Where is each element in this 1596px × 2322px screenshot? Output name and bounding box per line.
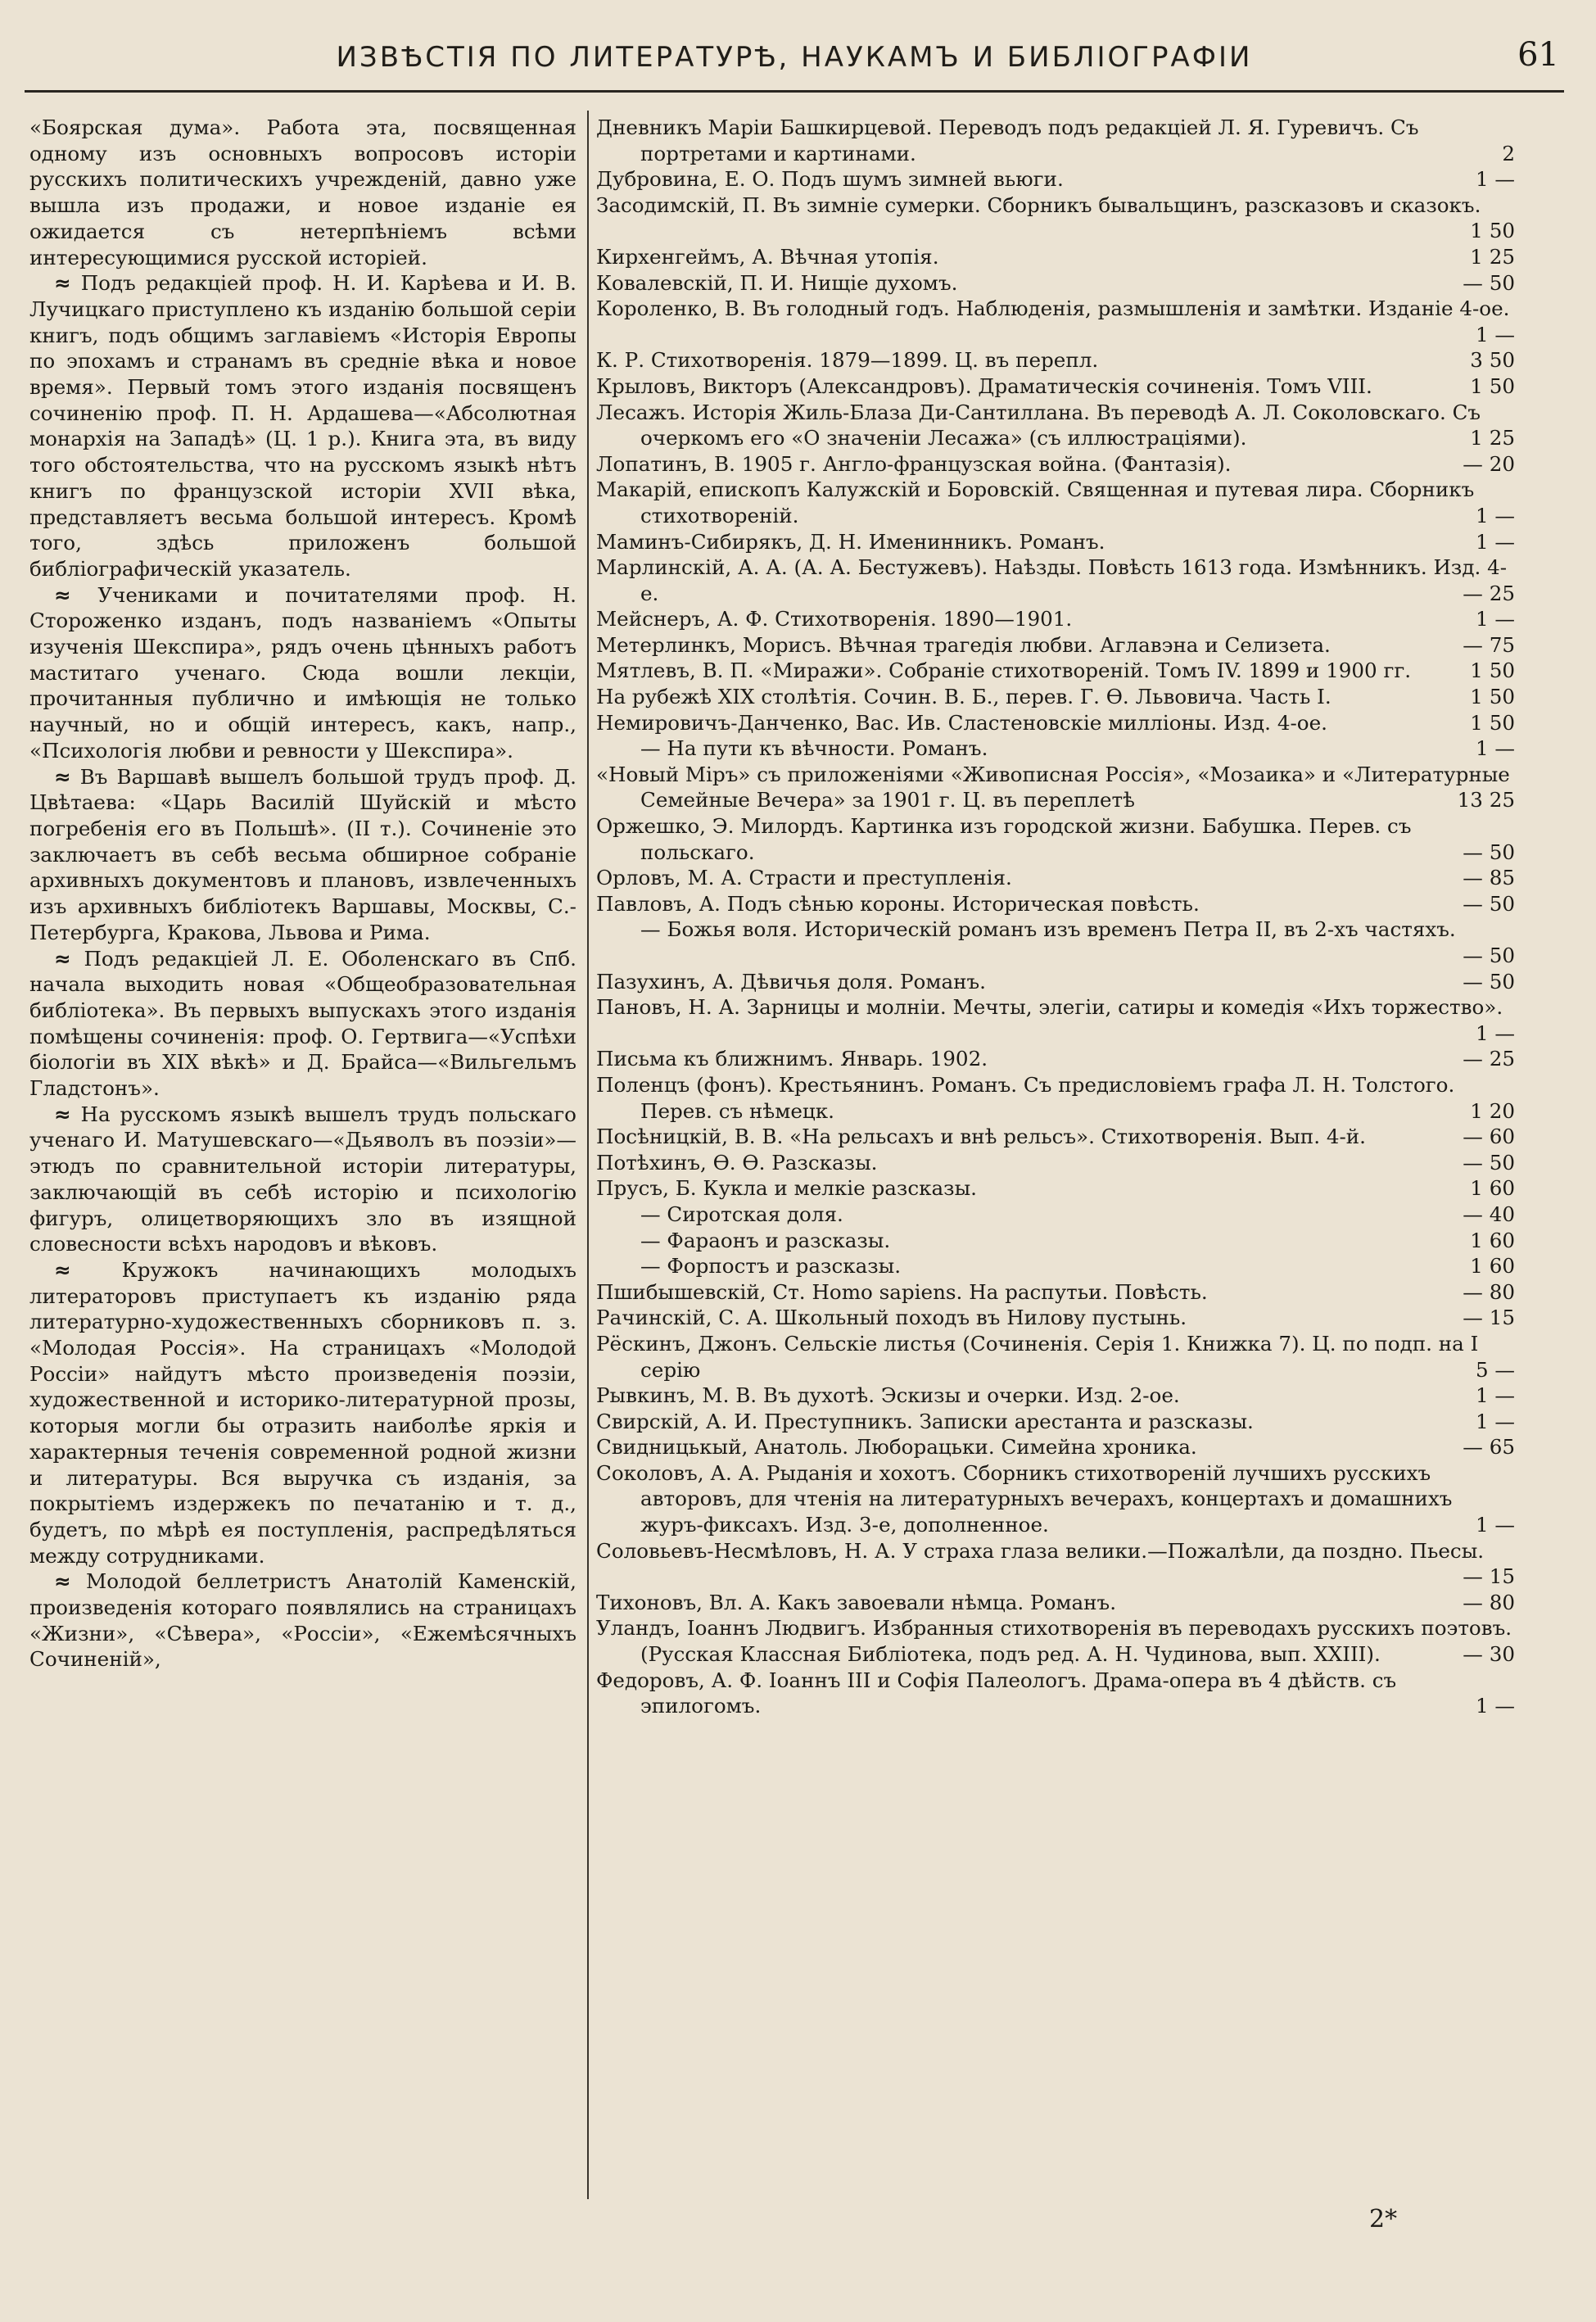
book-price: 1 — [1469, 166, 1515, 192]
paragraph-mark-icon: ≈ [54, 764, 71, 789]
book-title: Соколовъ, А. А. Рыданія и хохотъ. Сборникъ стихотвореній лучшихъ русскихъ авторовъ, для чтенія на литературныхъ вечерахъ, концертахъ и домашнихъ журъ-фиксахъ. Изд. 3-е, дополненное. [596, 1460, 1453, 1537]
book-title: Рачинскій, С. А. Школьный походъ въ Нилову пустынь. [596, 1306, 1187, 1330]
book-price: 1 50 [1463, 373, 1515, 400]
paragraph-mark-icon: ≈ [54, 1102, 71, 1126]
book-price: 1 — [1469, 1409, 1515, 1435]
book-entry [596, 1590, 1515, 1616]
paragraph-text: На русскомъ языкѣ вышелъ трудъ польскаго ученаго И. Матушевскаго—«Дьяволъ въ поэзіи»—этюдъ по сравнительной исторіи литературы, заключающій въ себѣ исторію и психологію фигуръ, олицетворяющихъ зло въ изящной словесности всѣхъ народовъ и вѣковъ. [29, 1102, 576, 1256]
book-title: Рёскинъ, Джонъ. Сельскіе листья (Сочиненія. Серія 1. Книжка 7). Ц. по подп. на I серію [596, 1331, 1479, 1382]
book-title: — На пути къ вѣчности. Романъ. [640, 736, 988, 761]
book-entry [596, 1668, 1515, 1719]
signature-mark: 2* [1369, 2205, 1398, 2234]
book-title: Кирхенгеймъ, А. Вѣчная утопія. [596, 244, 939, 269]
book-entry [596, 606, 1515, 632]
book-title: Лесажъ. Исторія Жиль-Блаза Ди-Сантиллана. Въ переводѣ А. Л. Соколовскаго. Съ очеркомъ его «О значеніи Лесажа» (съ иллюстраціями). [596, 400, 1481, 450]
book-entry [596, 270, 1515, 296]
book-title: «Новый Міръ» съ приложеніями «Живописная Россія», «Мозаика» и «Литературные Семейные Вечера» за 1901 г. Ц. въ переплетѣ [596, 762, 1510, 812]
book-entry [596, 1228, 1515, 1254]
book-entry [596, 1383, 1515, 1409]
book-price: 1 — [1469, 1693, 1515, 1719]
book-price: 1 60 [1463, 1175, 1515, 1202]
page-number: 61 [1517, 36, 1559, 74]
news-paragraph [29, 115, 576, 270]
book-entry [596, 865, 1515, 891]
book-entry [596, 917, 1515, 968]
book-title: Тихоновъ, Вл. А. Какъ завоевали нѣмца. Романъ. [596, 1590, 1117, 1614]
book-price: 1 — [1469, 1512, 1515, 1538]
paragraph-mark-icon: ≈ [54, 582, 71, 607]
book-entry [596, 1072, 1515, 1124]
book-price: — 20 [1456, 451, 1515, 478]
book-price: — 60 [1456, 1124, 1515, 1150]
book-entry [596, 1175, 1515, 1202]
book-title: Свидницькый, Анатоль. Люборацьки. Симейна хроника. [596, 1435, 1197, 1460]
book-price: 1 50 [1463, 658, 1515, 684]
paragraph-mark-icon: ≈ [54, 1569, 71, 1594]
news-paragraph [29, 582, 576, 764]
book-price: — 25 [1456, 1046, 1515, 1072]
book-price: — 50 [1456, 1150, 1515, 1176]
book-entry [596, 1434, 1515, 1460]
book-entry [596, 373, 1515, 400]
news-paragraph [29, 946, 576, 1102]
book-title: Маминъ-Сибирякъ, Д. Н. Именинникъ. Романъ. [596, 529, 1105, 554]
book-price: 1 20 [1463, 1098, 1515, 1125]
book-entry [596, 1305, 1515, 1331]
book-price: — 50 [1456, 270, 1515, 296]
book-title: Пазухинъ, А. Дѣвичья доля. Романъ. [596, 969, 986, 994]
book-price: — 65 [1456, 1434, 1515, 1460]
book-entry [596, 891, 1515, 917]
book-title: — Фараонъ и разсказы. [640, 1228, 891, 1252]
book-price: 1 25 [1463, 425, 1515, 451]
book-title: Павловъ, А. Подъ сѣнью короны. Историческая повѣсть. [596, 891, 1200, 916]
book-entry [596, 1279, 1515, 1306]
book-entry [596, 736, 1515, 762]
book-title: Посѣницкій, В. В. «На рельсахъ и внѣ рельсъ». Стихотворенія. Вып. 4-й. [596, 1125, 1367, 1149]
paragraph-mark-icon: ≈ [54, 946, 71, 971]
book-price: 3 50 [1463, 347, 1515, 373]
book-title: Дубровина, Е. О. Подъ шумъ зимней вьюги. [596, 167, 1064, 192]
book-title: Пшибышевскій, Ст. Homo sapiens. На распутьи. Повѣсть. [596, 1279, 1208, 1304]
paragraph-text: Кружокъ начинающихъ молодыхъ литераторовъ приступаетъ къ изданію ряда литературно-художественныхъ сборниковъ п. з. «Молодая Россія». На страницахъ «Молодой Россіи» найдутъ мѣсто произведенія поэзіи, художественной и историко-литературной прозы, которыя могли бы отразить наиболѣе яркія и характерныя теченія современной родной жизни и литературы. Вся выручка съ изданія, за покрытіемъ издержекъ по печатанію и т. д., будетъ, по мѣрѣ ея поступленія, распредѣляться между сотрудниками. [29, 1257, 576, 1568]
book-price: 1 — [1475, 1021, 1515, 1045]
book-price: 1 25 [1463, 244, 1515, 270]
book-entry [596, 1150, 1515, 1176]
book-price: — 40 [1456, 1202, 1515, 1228]
book-entry [596, 347, 1515, 373]
book-entry [596, 1538, 1515, 1590]
book-title: На рубежѣ XIX столѣтія. Сочин. В. Б., перев. Г. Ѳ. Львовича. Часть I. [596, 685, 1332, 709]
book-entry [596, 400, 1515, 451]
book-entry [596, 1202, 1515, 1228]
book-title: К. Р. Стихотворенія. 1879—1899. Ц. въ перепл. [596, 348, 1099, 373]
book-entry [596, 296, 1515, 347]
book-entry [596, 115, 1515, 166]
paragraph-mark-icon: ≈ [54, 1257, 71, 1282]
book-title: Поленцъ (фонъ). Крестьянинъ. Романъ. Съ предисловіемъ графа Л. Н. Толстого. Перев. съ нѣмецк. [596, 1072, 1455, 1123]
book-title: Федоровъ, А. Ф. Іоаннъ III и Софія Палеологъ. Драма-опера въ 4 дѣйств. съ эпилогомъ. [596, 1668, 1397, 1718]
book-title: Ковалевскій, П. И. Нищіе духомъ. [596, 270, 958, 295]
book-entry [596, 166, 1515, 192]
book-price: 1 50 [1463, 710, 1515, 736]
book-entry [596, 762, 1515, 813]
book-title: Засодимскій, П. Въ зимніе сумерки. Сборникъ бывальщинъ, разсказовъ и сказокъ. [596, 192, 1481, 217]
book-title: Оржешко, Э. Милордъ. Картинка изъ городской жизни. Бабушка. Перев. съ польскаго. [596, 814, 1412, 864]
book-price: 1 50 [1463, 684, 1515, 710]
book-price: — 15 [1456, 1305, 1515, 1331]
book-entry [596, 192, 1515, 244]
book-price: 1 60 [1463, 1228, 1515, 1254]
left-column-news [29, 115, 576, 2195]
book-price: 5 — [1469, 1357, 1515, 1383]
paragraph-text: Подъ редакціей проф. Н. И. Карѣева и И. В. Лучицкаго приступлено къ изданію большой серіи книгъ, подъ общимъ заглавіемъ «Исторія Европы по эпохамъ и странамъ въ средніе вѣка и новое время». Первый томъ этого изданія посвященъ сочиненію проф. П. Н. Ардашева—«Абсолютная монархія на Западѣ» (Ц. 1 р.). Книга эта, въ виду того обстоятельства, что на русскомъ языкѣ нѣтъ книгъ по французской исторіи XVII вѣка, представляетъ весьма большой интересъ. Кромѣ того, здѣсь приложенъ большой библіографическій указатель. [29, 271, 576, 581]
paragraph-text: Въ Варшавѣ вышелъ большой трудъ проф. Д. Цвѣтаева: «Царь Василій Шуйскій и мѣсто погребенія его въ Польшѣ». (II т.). Сочиненіе это заключаетъ въ себѣ весьма обширное собраніе архивныхъ документовъ и плановъ, извлеченныхъ изъ архивныхъ библіотекъ Варшавы, Москвы, С.-Петербурга, Кракова, Львова и Рима. [29, 764, 576, 944]
book-price: 2 [1495, 141, 1515, 167]
running-header [25, 25, 1564, 82]
paragraph-text: Учениками и почитателями проф. Н. Стороженко изданъ, подъ названіемъ «Опыты изученія Шекспира», рядъ очень цѣнныхъ работъ маститаго ученаго. Сюда вошли лекціи, прочитанныя публично и имѣющія не только научный, но и общій интересъ, какъ, напр., «Психологія любви и ревности у Шекспира». [29, 582, 576, 763]
book-price: 1 60 [1463, 1253, 1515, 1279]
book-title: Соловьевъ-Несмѣловъ, Н. А. У страха глаза велики.—Пожалѣли, да поздно. Пьесы. [596, 1538, 1485, 1563]
book-title: Дневникъ Маріи Башкирцевой. Переводъ подъ редакціей Л. Я. Гуревичъ. Съ портретами и картинами. [596, 115, 1419, 165]
book-title: Короленко, В. Въ голодный годъ. Наблюденія, размышленія и замѣтки. Изданіе 4-ое. [596, 296, 1510, 321]
book-price: 1 — [1475, 322, 1515, 346]
book-title: — Сиротская доля. [640, 1202, 843, 1226]
book-entry [596, 244, 1515, 270]
book-entry [596, 477, 1515, 528]
book-title: Письма къ ближнимъ. Январь. 1902. [596, 1047, 988, 1071]
book-entry [596, 1409, 1515, 1435]
right-column-book-list [596, 115, 1515, 2211]
book-price: 1 — [1469, 736, 1515, 762]
book-entry [596, 1253, 1515, 1279]
book-price: 1 — [1469, 529, 1515, 555]
book-price: — 50 [1456, 891, 1515, 917]
book-price: 1 — [1469, 1383, 1515, 1409]
book-entry [596, 1046, 1515, 1072]
book-title: Орловъ, М. А. Страсти и преступленія. [596, 866, 1012, 890]
book-entry [596, 994, 1515, 1046]
book-entry [596, 658, 1515, 684]
book-price: — 85 [1456, 865, 1515, 891]
book-title: Прусъ, Б. Кукла и мелкіе разсказы. [596, 1176, 977, 1201]
book-title: Крыловъ, Викторъ (Александровъ). Драматическія сочиненія. Томъ VIII. [596, 373, 1372, 398]
book-price: 13 25 [1451, 787, 1515, 813]
book-title: Потѣхинъ, Ѳ. Ѳ. Разсказы. [596, 1150, 878, 1175]
book-entry [596, 1124, 1515, 1150]
book-title: Немировичъ-Данченко, Вас. Ив. Сластеновскіе милліоны. Изд. 4-ое. [596, 710, 1327, 735]
paragraph-mark-icon: ≈ [54, 271, 71, 296]
book-title: Макарій, епископъ Калужскій и Боровскій. Священная и путевая лира. Сборникъ стихотвореній. [596, 478, 1475, 527]
book-price: — 25 [1456, 581, 1515, 607]
book-price: — 80 [1456, 1279, 1515, 1306]
news-paragraph [29, 1102, 576, 1257]
book-price: — 50 [1456, 969, 1515, 995]
book-price: — 50 [1463, 944, 1515, 967]
news-paragraph [29, 1568, 576, 1672]
book-title: Рывкинъ, М. В. Въ духотѣ. Эскизы и очерки. Изд. 2-ое. [596, 1383, 1180, 1408]
book-title: — Форпостъ и разсказы. [640, 1254, 902, 1279]
news-paragraph [29, 270, 576, 582]
book-entry [596, 632, 1515, 659]
book-entry [596, 451, 1515, 478]
book-title: Лопатинъ, В. 1905 г. Англо-французская война. (Фантазія). [596, 451, 1232, 476]
book-price: 1 — [1469, 606, 1515, 632]
book-entry [596, 684, 1515, 710]
book-title: Уландъ, Іоаннъ Людвигъ. Избранныя стихотворенія въ переводахъ русскихъ поэтовъ. (Русская Классная Библіотека, подъ ред. А. Н. Чудинова, вып. XXIII). [596, 1616, 1512, 1667]
book-price: — 75 [1456, 632, 1515, 659]
book-entry [596, 1615, 1515, 1667]
book-entry [596, 710, 1515, 736]
book-title: Метерлинкъ, Морисъ. Вѣчная трагедія любви. Аглавэна и Селизета. [596, 632, 1331, 657]
book-title: — Божья воля. Историческій романъ изъ временъ Петра II, въ 2-хъ частяхъ. [640, 917, 1456, 942]
book-entry [596, 1460, 1515, 1538]
header-rule [25, 90, 1564, 93]
paragraph-text: Подъ редакціей Л. Е. Оболенскаго въ Спб. начала выходить новая «Общеобразовательная библіотека». Въ первыхъ выпускахъ этого изданія помѣщены сочиненія: проф. О. Гертвига—«Успѣхи біологіи въ XIX вѣкѣ» и Д. Брайса—«Вильгельмъ Гладстонъ». [29, 946, 576, 1101]
news-paragraph [29, 1257, 576, 1568]
book-entry [596, 529, 1515, 555]
book-price: — 30 [1456, 1641, 1515, 1668]
book-entry [596, 969, 1515, 995]
book-price: — 15 [1463, 1564, 1515, 1589]
news-paragraph [29, 764, 576, 946]
book-price: 1 — [1469, 503, 1515, 529]
book-entry [596, 554, 1515, 606]
book-title: Марлинскій, А. А. (А. А. Бестужевъ). Наѣзды. Повѣсть 1613 года. Измѣнникъ. Изд. 4-е. [596, 555, 1508, 605]
book-price: — 50 [1456, 840, 1515, 866]
column-divider [587, 111, 589, 2199]
book-price: — 80 [1456, 1590, 1515, 1616]
book-title: Пановъ, Н. А. Зарницы и молніи. Мечты, элегіи, сатиры и комедія «Ихъ торжество». [596, 995, 1503, 1020]
book-entry [596, 1331, 1515, 1383]
book-price: 1 50 [1470, 219, 1515, 243]
book-title: Свирскій, А. И. Преступникъ. Записки арестанта и разсказы. [596, 1409, 1254, 1433]
book-title: Мятлевъ, В. П. «Миражи». Собраніе стихотвореній. Томъ IV. 1899 и 1900 гг. [596, 659, 1412, 683]
book-title: Мейснеръ, А. Ф. Стихотворенія. 1890—1901. [596, 607, 1073, 631]
book-entry [596, 813, 1515, 865]
paragraph-text: Молодой беллетристъ Анатолій Каменскій, произведенія котораго появлялись на страницахъ «Жизни», «Сѣвера», «Россіи», «Ежемѣсячныхъ Сочиненій», [29, 1569, 576, 1672]
paragraph-text: «Боярская дума». Работа эта, посвященная одному изъ основныхъ вопросовъ исторіи русскихъ политическихъ учрежденій, давно уже вышла изъ продажи, и новое изданіе ея ожидается съ нетерпѣніемъ всѣми интересующимися русской исторіей. [29, 115, 576, 269]
journal-title: ИЗВѢСТІЯ ПО ЛИТЕРАТУРѢ, НАУКАМЪ И БИБЛІОГРАФІИ [336, 41, 1253, 74]
